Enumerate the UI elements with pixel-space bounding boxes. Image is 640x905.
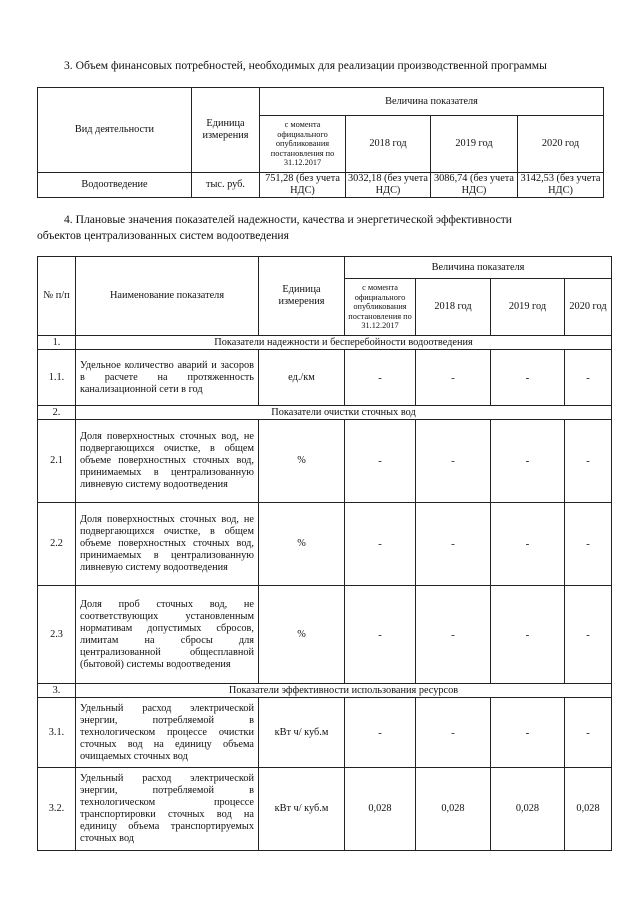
- row-value-2019: -: [491, 503, 565, 586]
- row-value-since: 0,028: [345, 768, 416, 851]
- group-title: Показатели надежности и бесперебойности водоотведения: [76, 336, 612, 350]
- cell-since: 751,28 (без учета НДС): [260, 173, 346, 198]
- row-value-2019: -: [491, 586, 565, 684]
- group-num: 2.: [38, 406, 76, 420]
- header-num: № п/п: [38, 257, 76, 336]
- header-value: Величина показателя: [260, 88, 604, 116]
- group-row: [38, 336, 612, 350]
- section4-title-line2: объектов централизованных систем водоотведения: [37, 229, 289, 242]
- financial-needs-table: [37, 87, 604, 198]
- cell-2020: 3142,53 (без учета НДС): [518, 173, 604, 198]
- header-2020: 2020 год: [565, 279, 612, 336]
- group-row: [38, 406, 612, 420]
- group-title: Показатели очистки сточных вод: [76, 406, 612, 420]
- row-value-since: -: [345, 350, 416, 406]
- header-value: Величина показателя: [345, 257, 612, 279]
- row-value-2019: -: [491, 698, 565, 768]
- indicators-table: [37, 256, 612, 851]
- row-name: Удельный расход электрической энергии, потребляемой в технологическом процессе транспортировки сточных вод на единицу объема транспортируемых сточных вод: [76, 768, 259, 851]
- row-unit: %: [259, 420, 345, 503]
- header-2019: 2019 год: [431, 116, 518, 173]
- row-num: 1.1.: [38, 350, 76, 406]
- row-value-2018: 0,028: [416, 768, 491, 851]
- row-name: Доля проб сточных вод, не соответствующих установленным нормативам допустимых сбросов, лимитам на сбросы для централизованной общесплавной (бытовой) системы водоотведения: [76, 586, 259, 684]
- row-value-since: -: [345, 420, 416, 503]
- table-row: [38, 503, 612, 586]
- group-num: 1.: [38, 336, 76, 350]
- row-value-since: -: [345, 698, 416, 768]
- row-value-2018: -: [416, 350, 491, 406]
- row-value-2018: -: [416, 698, 491, 768]
- header-unit: Единица измерения: [192, 88, 260, 173]
- header-activity: Вид деятельности: [38, 88, 192, 173]
- cell-activity: Водоотведение: [38, 173, 192, 198]
- header-2018: 2018 год: [346, 116, 431, 173]
- row-value-2018: -: [416, 503, 491, 586]
- row-unit: ед./км: [259, 350, 345, 406]
- row-num: 3.2.: [38, 768, 76, 851]
- table-row: [38, 586, 612, 684]
- row-value-2020: -: [565, 350, 612, 406]
- header-2019: 2019 год: [491, 279, 565, 336]
- row-name: Доля поверхностных сточных вод, не подвергающихся очистке, в общем объеме поверхностных сточных вод, принимаемых в централизованную ливневую систему водоотведения: [76, 420, 259, 503]
- row-value-since: -: [345, 586, 416, 684]
- cell-unit: тыс. руб.: [192, 173, 260, 198]
- table-row: [38, 420, 612, 503]
- group-num: 3.: [38, 684, 76, 698]
- row-value-2018: -: [416, 420, 491, 503]
- row-unit: кВт ч/ куб.м: [259, 768, 345, 851]
- cell-2019: 3086,74 (без учета НДС): [431, 173, 518, 198]
- header-since: с момента официального опубликования постановления по 31.12.2017: [345, 279, 416, 336]
- row-name: Удельный расход электрической энергии, потребляемой в технологическом процессе очистки сточных вод на единицу объема очищаемых сточных вод: [76, 698, 259, 768]
- row-num: 3.1.: [38, 698, 76, 768]
- row-value-2019: 0,028: [491, 768, 565, 851]
- section3-title: 3. Объем финансовых потребностей, необходимых для реализации производственной программы: [64, 59, 547, 72]
- row-num: 2.3: [38, 586, 76, 684]
- table-row: [38, 350, 612, 406]
- row-name: Удельное количество аварий и засоров в расчете на протяженность канализационной сети в год: [76, 350, 259, 406]
- group-row: [38, 684, 612, 698]
- section4-title-line1: 4. Плановые значения показателей надежности, качества и энергетической эффективности: [64, 213, 513, 226]
- row-value-2020: -: [565, 503, 612, 586]
- row-value-2020: -: [565, 420, 612, 503]
- row-unit: %: [259, 503, 345, 586]
- row-value-2020: 0,028: [565, 768, 612, 851]
- row-value-2019: -: [491, 420, 565, 503]
- table-row: [38, 768, 612, 851]
- row-value-2020: -: [565, 698, 612, 768]
- row-unit: %: [259, 586, 345, 684]
- header-unit: Единица измерения: [259, 257, 345, 336]
- header-name: Наименование показателя: [76, 257, 259, 336]
- group-title: Показатели эффективности использования ресурсов: [76, 684, 612, 698]
- table-row: [38, 698, 612, 768]
- header-2020: 2020 год: [518, 116, 604, 173]
- row-unit: кВт ч/ куб.м: [259, 698, 345, 768]
- row-name: Доля поверхностных сточных вод, не подвергающихся очистке, в общем объеме поверхностных сточных вод, принимаемых в централизованную ливневую систему водоотведения: [76, 503, 259, 586]
- cell-2018: 3032,18 (без учета НДС): [346, 173, 431, 198]
- header-since: с момента официального опубликования постановления по 31.12.2017: [260, 116, 346, 173]
- row-value-since: -: [345, 503, 416, 586]
- row-num: 2.2: [38, 503, 76, 586]
- row-value-2019: -: [491, 350, 565, 406]
- row-value-2020: -: [565, 586, 612, 684]
- row-num: 2.1: [38, 420, 76, 503]
- header-2018: 2018 год: [416, 279, 491, 336]
- row-value-2018: -: [416, 586, 491, 684]
